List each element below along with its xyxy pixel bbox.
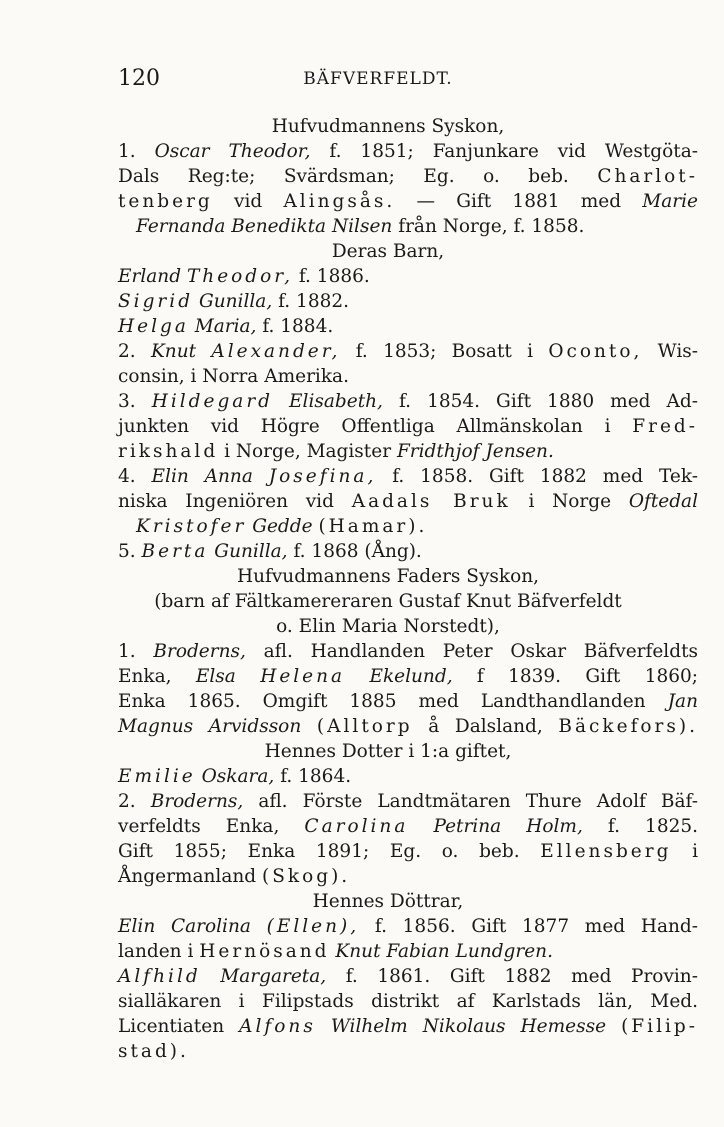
entry-line (118, 714, 698, 739)
entry-text: f. 1854. Gift 1880 med Ad- (398, 391, 698, 412)
entry-text: niska Ingeniören vid (118, 491, 334, 512)
person-name: Petrina Holm, (433, 816, 583, 837)
entry-text: Enka 1865. Omgift 1885 med Landthandlanden (118, 691, 646, 712)
entry-line (118, 214, 698, 239)
place-name: (Filip- (621, 1016, 698, 1037)
entry-number: 1. (118, 141, 136, 162)
entry-text: f. 1856. Gift 1877 med Hand- (374, 916, 699, 937)
entry-text: f. 1853; Bosatt i (355, 341, 534, 362)
person-name: Theodor, (186, 266, 293, 287)
entry-text: Ångermanland (118, 866, 257, 887)
entry-line (118, 639, 698, 664)
section-heading: Hufvudmannens Faders Syskon, (236, 566, 540, 587)
person-name: Fernanda Benedikta Nilsen (136, 216, 393, 237)
person-name: Oscar Theodor, (154, 141, 311, 162)
entry-text: afl. Handlanden Peter Oskar Bäfverfeldts (263, 641, 698, 662)
child-entry (118, 264, 698, 289)
entry-number: 3. (118, 391, 136, 412)
place-name: Hernösand (199, 941, 330, 962)
entry-text: f. 1851; Fanjunkare vid Westgöta- (329, 141, 698, 162)
entry-text: — Gift 1881 med (416, 191, 622, 212)
entry-text: f. 1864. (280, 766, 352, 787)
person-name: Broderns, (150, 791, 244, 812)
place-name: stad). (118, 1041, 189, 1062)
entry-text: verfeldts Enka, (118, 816, 280, 837)
entry-text: landen i (118, 941, 194, 962)
section-subheading: (barn af Fältkamereraren Gustaf Knut Bäfverfeldt (154, 591, 622, 612)
entry-text: afl. Förste Landtmätaren Thure Adolf Bäf- (258, 791, 698, 812)
place-name: Charlot- (597, 166, 698, 187)
person-name: Alfons (239, 1016, 316, 1037)
entry-text: f. 1886. (298, 266, 370, 287)
person-name: Ekelund, (369, 666, 453, 687)
entry-text: junkten vid Högre Offentliga Allmänskolan i (118, 416, 611, 437)
section-heading: Hennes Döttrar, (312, 891, 464, 912)
person-name: Broderns, (153, 641, 246, 662)
place-name: Ellensberg (540, 841, 672, 862)
entry-line (118, 439, 698, 464)
person-name: Gunilla, (198, 291, 273, 312)
person-name: Elisabeth, (289, 391, 383, 412)
page-number: 120 (118, 66, 160, 91)
section-heading: Hufvudmannens Syskon, (271, 116, 505, 137)
person-name: Gunilla, (214, 541, 288, 562)
person-name: Margareta, (220, 966, 327, 987)
entry-text: Gift 1855; Enka 1891; Eg. o. beb. (118, 841, 520, 862)
entry-text: f. 1882. (278, 291, 350, 312)
person-name: Marie (642, 191, 698, 212)
entry-line (118, 939, 698, 964)
entry-text: sialläkaren i Filipstads distrikt af Karlstads län, Med. (118, 991, 698, 1012)
person-name: Knut Fabian Lundgren. (335, 941, 553, 962)
child-entry (118, 764, 698, 789)
person-name: Helena (260, 666, 346, 687)
entry-line (118, 914, 698, 939)
entry-line (118, 164, 698, 189)
entry-text: f. 1861. Gift 1882 med Provin- (345, 966, 698, 987)
entry-text: från Norge, f. 1858. (398, 216, 585, 237)
entry-text: consin, i Norra Amerika. (118, 366, 349, 387)
person-name: Elin Anna (151, 466, 253, 487)
person-name: Oskara, (201, 766, 275, 787)
place-name: Fred- (632, 416, 698, 437)
place-name: Oconto, (548, 341, 643, 362)
person-name: Helga (118, 316, 189, 337)
person-name: Kristofer (136, 516, 247, 537)
entry-text: f. 1825. (607, 816, 699, 837)
person-name: Jan (667, 691, 698, 712)
person-name: (Ellen), (266, 916, 360, 937)
entry-line (118, 864, 698, 889)
entry-text: f. 1858. Gift 1882 med Tek- (392, 466, 698, 487)
entry-text: å Dalsland, (428, 716, 543, 737)
entry-line (118, 339, 698, 364)
person-name: Oftedal (628, 491, 698, 512)
person-name: Alfhild (118, 966, 201, 987)
entry-line (118, 839, 698, 864)
child-entry (118, 314, 698, 339)
entry-text: f. 1884. (262, 316, 334, 337)
place-name: (Hamar). (318, 516, 428, 537)
person-name: Hildegard (151, 391, 274, 412)
entry-line (118, 689, 698, 714)
person-name: Erland (118, 266, 182, 287)
entry-line (118, 464, 698, 489)
person-name: Maria, (194, 316, 257, 337)
entry-line (118, 1039, 698, 1064)
running-title: BÄFVERFELDT. (303, 69, 453, 89)
person-name: Elsa (195, 666, 236, 687)
entry-text: Dals Reg:te; Svärdsman; Eg. o. beb. (118, 166, 569, 187)
section-heading: Hennes Dotter i 1:a giftet, (264, 741, 512, 762)
entry-number: 1. (118, 641, 136, 662)
place-name: (Skog). (262, 866, 351, 887)
person-name: Fridthjof Jensen. (396, 441, 554, 462)
entry-text: i (692, 841, 698, 862)
entry-line (118, 814, 698, 839)
person-name: Gedde (252, 516, 313, 537)
place-name: rikshald (118, 441, 219, 462)
person-name: Knut (150, 341, 197, 362)
place-name: (Alltorp (316, 716, 413, 737)
entry-number: 4. (118, 466, 136, 487)
place-name: tenberg (118, 191, 213, 212)
entry-line (118, 1014, 698, 1039)
person-name: Berta (141, 541, 209, 562)
page-body (118, 114, 698, 1064)
page-header (118, 66, 638, 100)
entry-line (118, 664, 698, 689)
entry-line (118, 489, 698, 514)
entry-text: Licentiaten (118, 1016, 225, 1037)
entry-text: Enka, (118, 666, 172, 687)
entry-line (118, 539, 698, 564)
entry-line (118, 789, 698, 814)
person-name: Sigrid (118, 291, 194, 312)
entry-line (118, 514, 698, 539)
entry-line (118, 389, 698, 414)
place-name: Bäckefors). (558, 716, 698, 737)
person-name: Carolina (304, 816, 409, 837)
entry-line (118, 414, 698, 439)
entry-line (118, 364, 698, 389)
place-name: Alingsås. (283, 191, 396, 212)
entry-text: i Norge, Magister (224, 441, 392, 462)
person-name: Wilhelm Nikolaus Hemesse (330, 1016, 607, 1037)
entry-line (118, 989, 698, 1014)
section-heading: Deras Barn, (331, 241, 445, 262)
person-name: Elin Carolina (118, 916, 251, 937)
person-name: Alexander, (211, 341, 341, 362)
person-name: Magnus Arvidsson (118, 716, 302, 737)
section-subheading: o. Elin Maria Norstedt), (276, 616, 500, 637)
person-name: Josefina, (268, 466, 377, 487)
place-name: Aadals Bruk (351, 491, 511, 512)
entry-line (118, 139, 698, 164)
entry-number: 5. (118, 541, 136, 562)
entry-text: Wis- (657, 341, 699, 362)
entry-number: 2. (118, 791, 136, 812)
entry-text: vid (234, 191, 263, 212)
entry-text: f. 1868 (Ång). (293, 541, 422, 562)
entry-line (118, 964, 698, 989)
entry-text: i Norge (528, 491, 612, 512)
entry-number: 2. (118, 341, 136, 362)
person-name: Emilie (118, 766, 196, 787)
entry-line (118, 189, 698, 214)
child-entry (118, 289, 698, 314)
entry-text: f 1839. Gift 1860; (476, 666, 699, 687)
